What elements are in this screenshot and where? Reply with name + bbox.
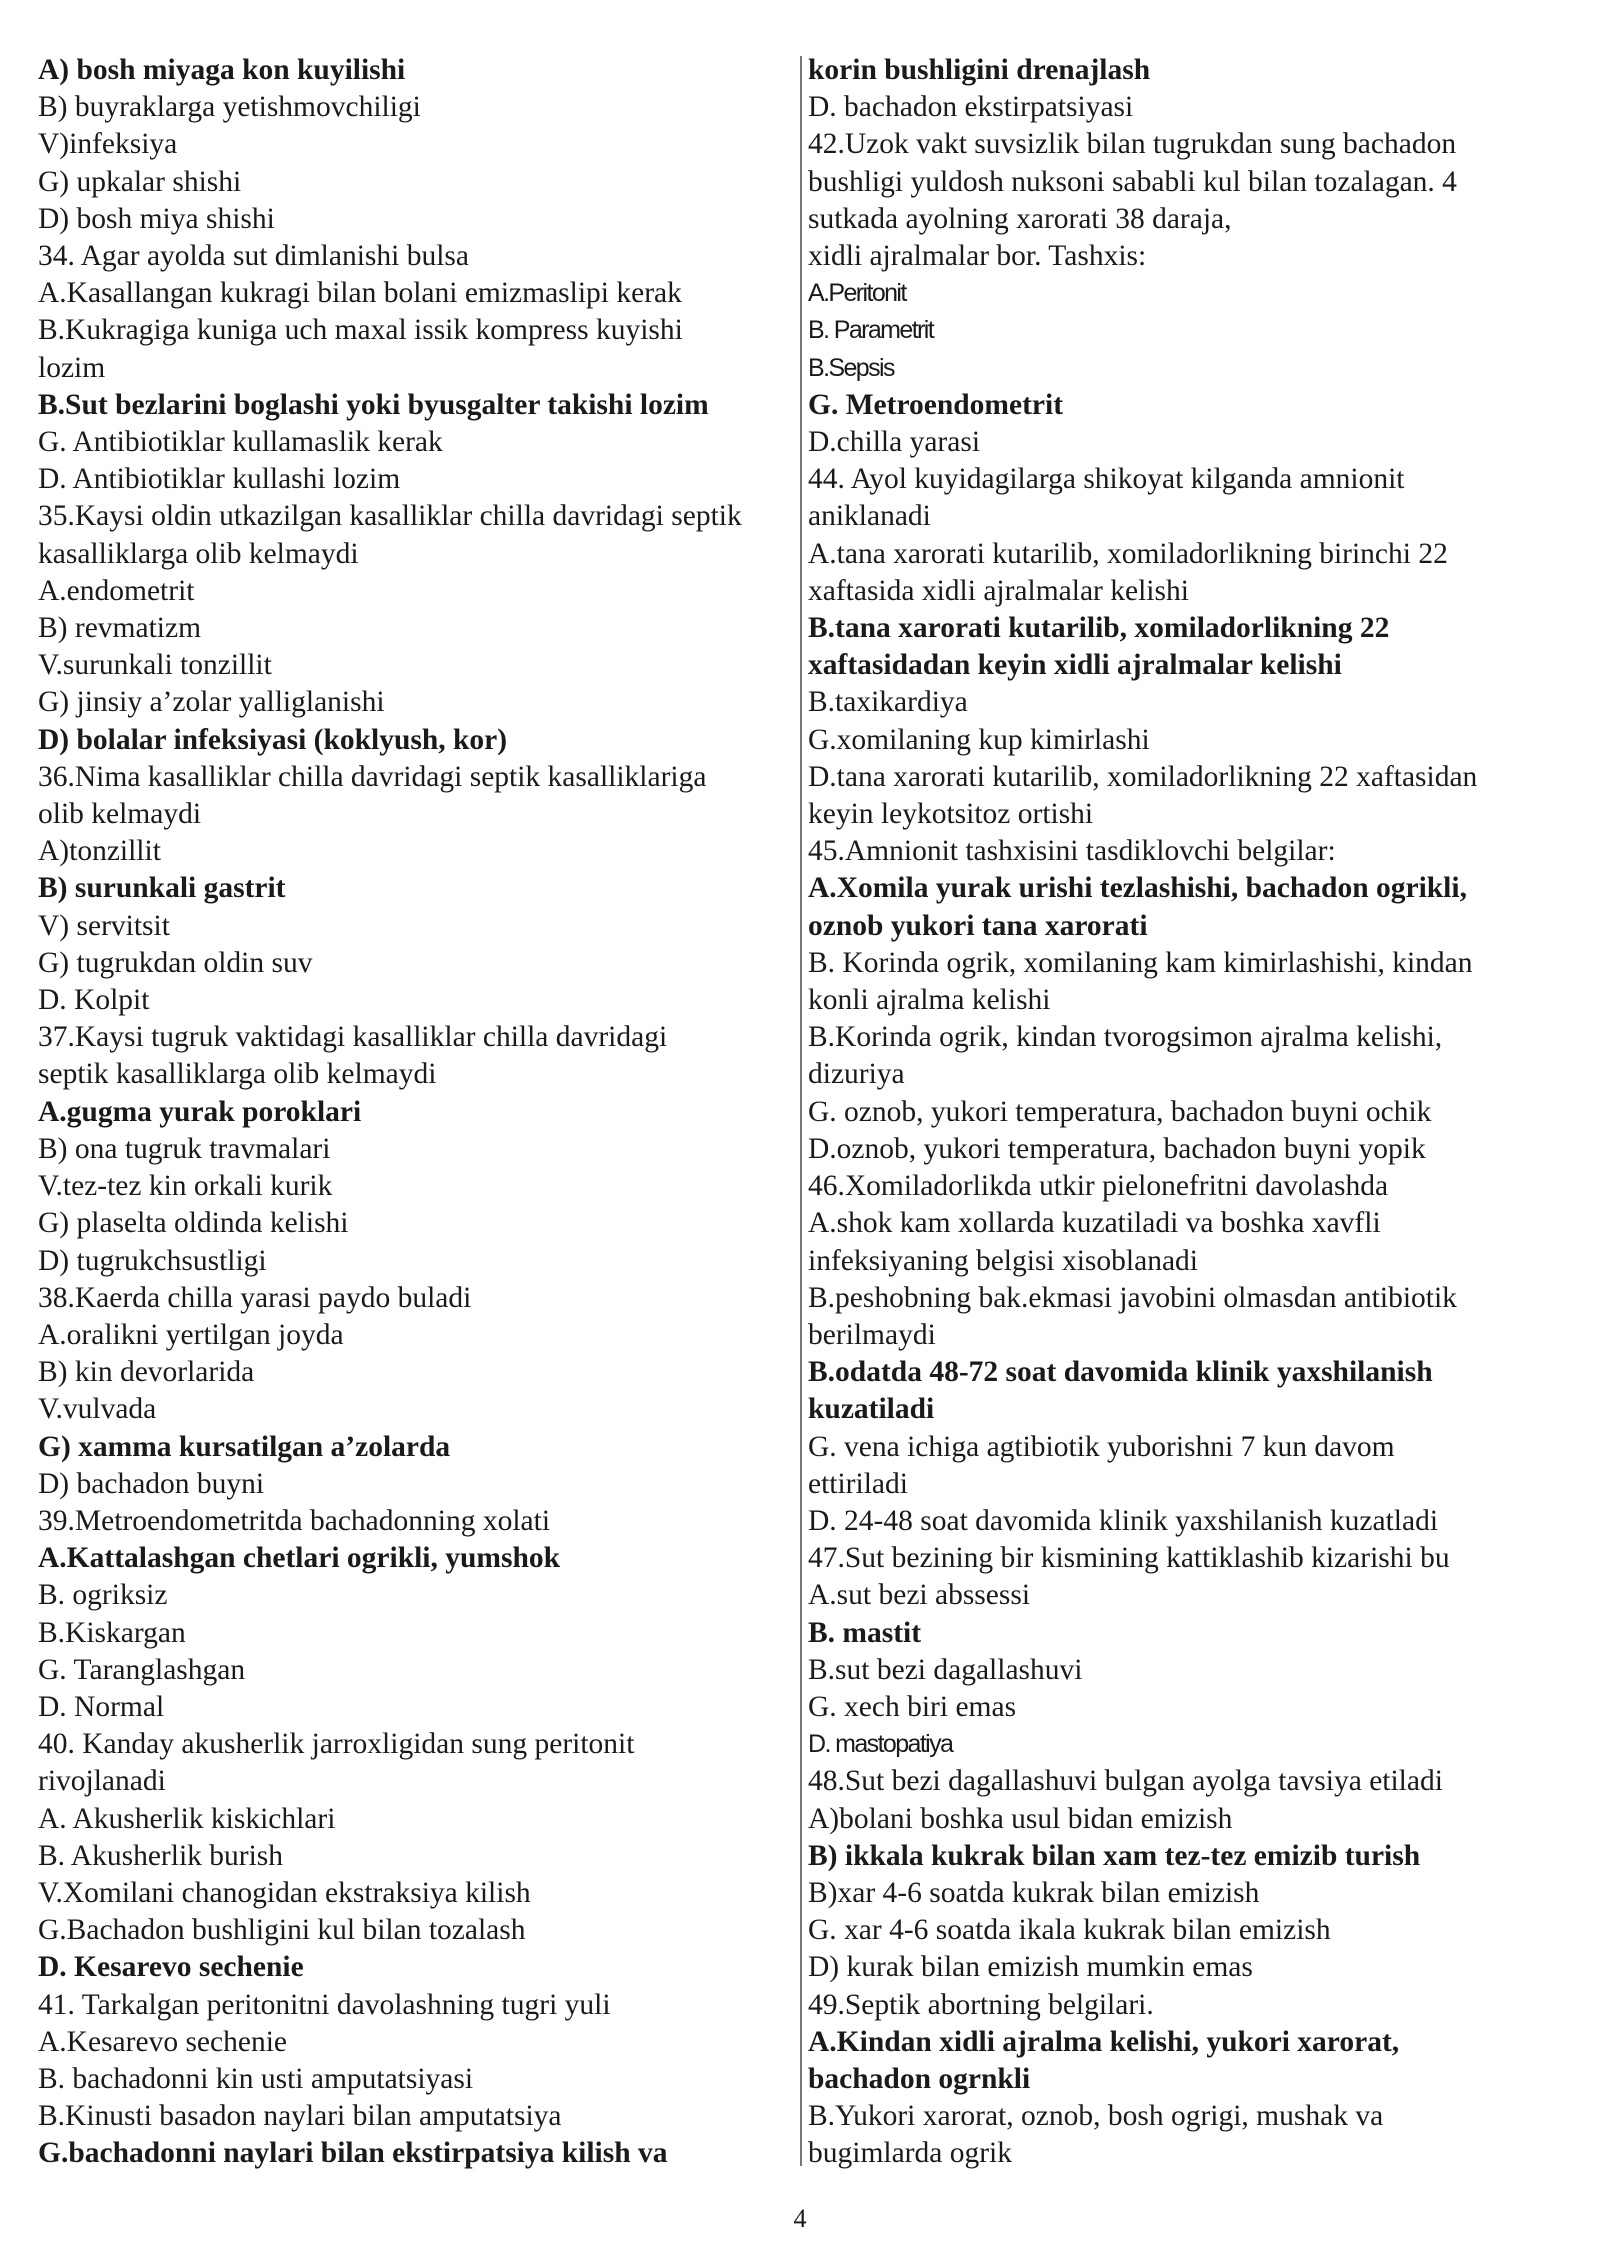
right-text-column (808, 52, 1568, 2173)
text-line: A.endometrit (38, 574, 195, 607)
text-line: B.tana xarorati kutarilib, xomiladorlikning 22 (808, 612, 1390, 645)
text-line: A.Kindan xidli ajralma kelishi, yukori xarorat, (808, 2025, 1400, 2058)
text-line: ettiriladi (808, 1467, 908, 1500)
text-line: V.vulvada (38, 1393, 157, 1426)
text-line: B.Kinusti basadon naylari bilan amputatsiya (38, 2100, 562, 2133)
text-line: konli ajralma kelishi (808, 984, 1051, 1017)
text-line: A.oralikni yertilgan joyda (38, 1318, 344, 1351)
text-line: B) revmatizm (38, 612, 202, 645)
page-number: 4 (793, 2204, 807, 2233)
text-line: B) ona tugruk travmalari (38, 1132, 331, 1165)
text-line: A) bosh miyaga kon kuyilishi (38, 54, 406, 86)
text-line: olib kelmaydi (38, 798, 202, 831)
text-line: G.xomilaning kup kimirlashi (808, 723, 1150, 756)
text-line: xaftasida xidli ajralmalar kelishi (808, 574, 1189, 607)
text-line: G) plaselta oldinda kelishi (38, 1207, 349, 1240)
text-line: G. Metroendometrit (808, 388, 1064, 421)
text-line: A.Kattalashgan chetlari ogrikli, yumshok (38, 1542, 561, 1575)
text-line: septik kasalliklarga olib kelmaydi (38, 1058, 437, 1091)
text-line: bugimlarda ogrik (808, 2137, 1012, 2170)
text-line: aniklanadi (808, 500, 931, 533)
text-line: 37.Kaysi tugruk vaktidagi kasalliklar chilla davridagi (38, 1021, 668, 1054)
text-line: G) tugrukdan oldin suv (38, 946, 313, 979)
text-line: B. bachadonni kin usti amputatsiyasi (38, 2062, 474, 2095)
text-line: G. xar 4-6 soatda ikala kukrak bilan emizish (808, 1914, 1331, 1947)
text-line: D.oznob, yukori temperatura, bachadon buyni yopik (808, 1132, 1426, 1165)
text-line: bachadon ogrnkli (808, 2062, 1031, 2095)
text-line: D. Kesarevo sechenie (38, 1951, 304, 1984)
text-line: G) upkalar shishi (38, 165, 242, 198)
text-line: dizuriya (808, 1058, 905, 1091)
text-line: B. Korinda ogrik, xomilaning kam kimirlashishi, kindan (808, 946, 1473, 979)
text-line: D.chilla yarasi (808, 426, 981, 459)
text-line: A.shok kam xollarda kuzatiladi va boshka xavfli (808, 1207, 1381, 1240)
text-line: V.surunkali tonzillit (38, 649, 272, 682)
text-line: V)infeksiya (38, 128, 178, 161)
text-line: infeksiyaning belgisi xisoblanadi (808, 1244, 1198, 1277)
text-line: A.Peritonit (808, 279, 906, 308)
text-line: G.bachadonni naylari bilan ekstirpatsiya kilish va (38, 2137, 668, 2170)
text-line: D. bachadon ekstirpatsiyasi (808, 91, 1134, 124)
text-line: B.Sut bezlarini boglashi yoki byusgalter takishi lozim (38, 388, 709, 421)
text-line: B.Korinda ogrik, kindan tvorogsimon ajralma kelishi, (808, 1021, 1443, 1054)
text-line: lozim (38, 351, 106, 384)
text-line: A)tonzillit (38, 835, 161, 868)
text-line: D) bachadon buyni (38, 1467, 265, 1500)
text-line: G. Taranglashgan (38, 1653, 246, 1686)
text-line: xaftasidadan keyin xidli ajralmalar kelishi (808, 649, 1342, 682)
text-line: B. Parametrit (808, 316, 934, 345)
text-line: B) kin devorlarida (38, 1356, 255, 1389)
text-line: 40. Kanday akusherlik jarroxligidan sung peritonit (38, 1728, 635, 1761)
text-line: B.taxikardiya (808, 686, 968, 719)
text-line: oznob yukori tana xarorati (808, 909, 1148, 942)
left-text-column (38, 52, 800, 2173)
text-line: A.Xomila yurak urishi tezlashishi, bachadon ogrikli, (808, 872, 1467, 905)
text-line: V.Xomilani chanogidan ekstraksiya kilish (38, 1876, 531, 1909)
text-line: A.Kesarevo sechenie (38, 2025, 287, 2058)
text-line: D.tana xarorati kutarilib, xomiladorlikning 22 xaftasidan (808, 760, 1478, 793)
text-line: B) buyraklarga yetishmovchiligi (38, 91, 421, 124)
text-line: 39.Metroendometritda bachadonning xolati (38, 1504, 551, 1537)
text-line: G.Bachadon bushligini kul bilan tozalash (38, 1914, 526, 1947)
text-line: bushligi yuldosh nuksoni sababli kul bilan tozalagan. 4 (808, 165, 1457, 198)
text-line: keyin leykotsitoz ortishi (808, 798, 1094, 831)
text-line: B) surunkali gastrit (38, 872, 286, 905)
text-line: 49.Septik abortning belgilari. (808, 1988, 1154, 2021)
text-line: B.peshobning bak.ekmasi javobini olmasdan antibiotik (808, 1281, 1457, 1314)
text-line: A.tana xarorati kutarilib, xomiladorlikning birinchi 22 (808, 537, 1448, 570)
text-line: B.Kukragiga kuniga uch maxal issik kompress kuyishi (38, 314, 683, 347)
text-line: B. Akusherlik burish (38, 1839, 284, 1872)
text-line: B.Sepsis (808, 353, 894, 382)
text-line: 42.Uzok vakt suvsizlik bilan tugrukdan sung bachadon (808, 128, 1457, 161)
text-line: 41. Tarkalgan peritonitni davolashning tugri yuli (38, 1988, 611, 2021)
text-line: kasalliklarga olib kelmaydi (38, 537, 359, 570)
text-line: G. oznob, yukori temperatura, bachadon buyni ochik (808, 1095, 1432, 1128)
text-line: xidli ajralmalar bor. Tashxis: (808, 240, 1147, 273)
text-line: D) bolalar infeksiyasi (koklyush, kor) (38, 723, 508, 756)
text-line: D. Kolpit (38, 984, 150, 1017)
text-line: sutkada ayolning xarorati 38 daraja, (808, 202, 1232, 235)
text-line: 48.Sut bezi dagallashuvi bulgan ayolga tavsiya etiladi (808, 1765, 1443, 1798)
text-line: A)bolani boshka usul bidan emizish (808, 1802, 1233, 1835)
text-line: B.odatda 48-72 soat davomida klinik yaxshilanish (808, 1356, 1433, 1389)
text-line: D. Normal (38, 1690, 165, 1723)
text-line: G) jinsiy a’zolar yalliglanishi (38, 686, 385, 719)
text-line: D. mastopatiya (808, 1730, 953, 1759)
text-line: 38.Kaerda chilla yarasi paydo buladi (38, 1281, 472, 1314)
text-line: A. Akusherlik kiskichlari (38, 1802, 336, 1835)
text-line: B) ikkala kukrak bilan xam tez-tez emizib turish (808, 1839, 1421, 1872)
text-line: 47.Sut bezining bir kismining kattiklashib kizarishi bu (808, 1542, 1450, 1575)
text-line: B)xar 4-6 soatda kukrak bilan emizish (808, 1876, 1260, 1909)
text-line: G) xamma kursatilgan a’zolarda (38, 1430, 451, 1463)
text-line: B.Kiskargan (38, 1616, 186, 1649)
text-line: B. mastit (808, 1616, 922, 1649)
text-line: V) servitsit (38, 909, 170, 942)
text-line: berilmaydi (808, 1318, 936, 1351)
column-divider (800, 56, 802, 2166)
text-line: V.tez-tez kin orkali kurik (38, 1170, 333, 1203)
text-line: D) kurak bilan emizish mumkin emas (808, 1951, 1253, 1984)
text-line: kuzatiladi (808, 1393, 935, 1426)
text-line: D) bosh miya shishi (38, 202, 275, 235)
text-line: B. ogriksiz (38, 1579, 168, 1612)
text-line: rivojlanadi (38, 1765, 166, 1798)
text-line: A.sut bezi abssessi (808, 1579, 1031, 1612)
text-line: 45.Amnionit tashxisini tasdiklovchi belgilar: (808, 835, 1336, 868)
text-line: 44. Ayol kuyidagilarga shikoyat kilganda amnionit (808, 463, 1405, 496)
text-line: D) tugrukchsustligi (38, 1244, 267, 1277)
text-line: B.sut bezi dagallashuvi (808, 1653, 1083, 1686)
text-line: korin bushligini drenajlash (808, 54, 1151, 86)
text-line: 46.Xomiladorlikda utkir pielonefritni davolashda (808, 1170, 1389, 1203)
text-line: 34. Agar ayolda sut dimlanishi bulsa (38, 240, 469, 273)
text-line: D. 24-48 soat davomida klinik yaxshilanish kuzatladi (808, 1504, 1439, 1537)
text-line: A.gugma yurak poroklari (38, 1095, 362, 1128)
text-line: B.Yukori xarorat, oznob, bosh ogrigi, mushak va (808, 2100, 1384, 2133)
text-line: G. vena ichiga agtibiotik yuborishni 7 kun davom (808, 1430, 1395, 1463)
text-line: A.Kasallangan kukragi bilan bolani emizmaslipi kerak (38, 277, 682, 310)
text-line: 35.Kaysi oldin utkazilgan kasalliklar chilla davridagi septik (38, 500, 742, 533)
text-line: G. Antibiotiklar kullamaslik kerak (38, 426, 443, 459)
text-line: G. xech biri emas (808, 1690, 1017, 1723)
text-line: 36.Nima kasalliklar chilla davridagi septik kasalliklariga (38, 760, 707, 793)
text-line: D. Antibiotiklar kullashi lozim (38, 463, 401, 496)
